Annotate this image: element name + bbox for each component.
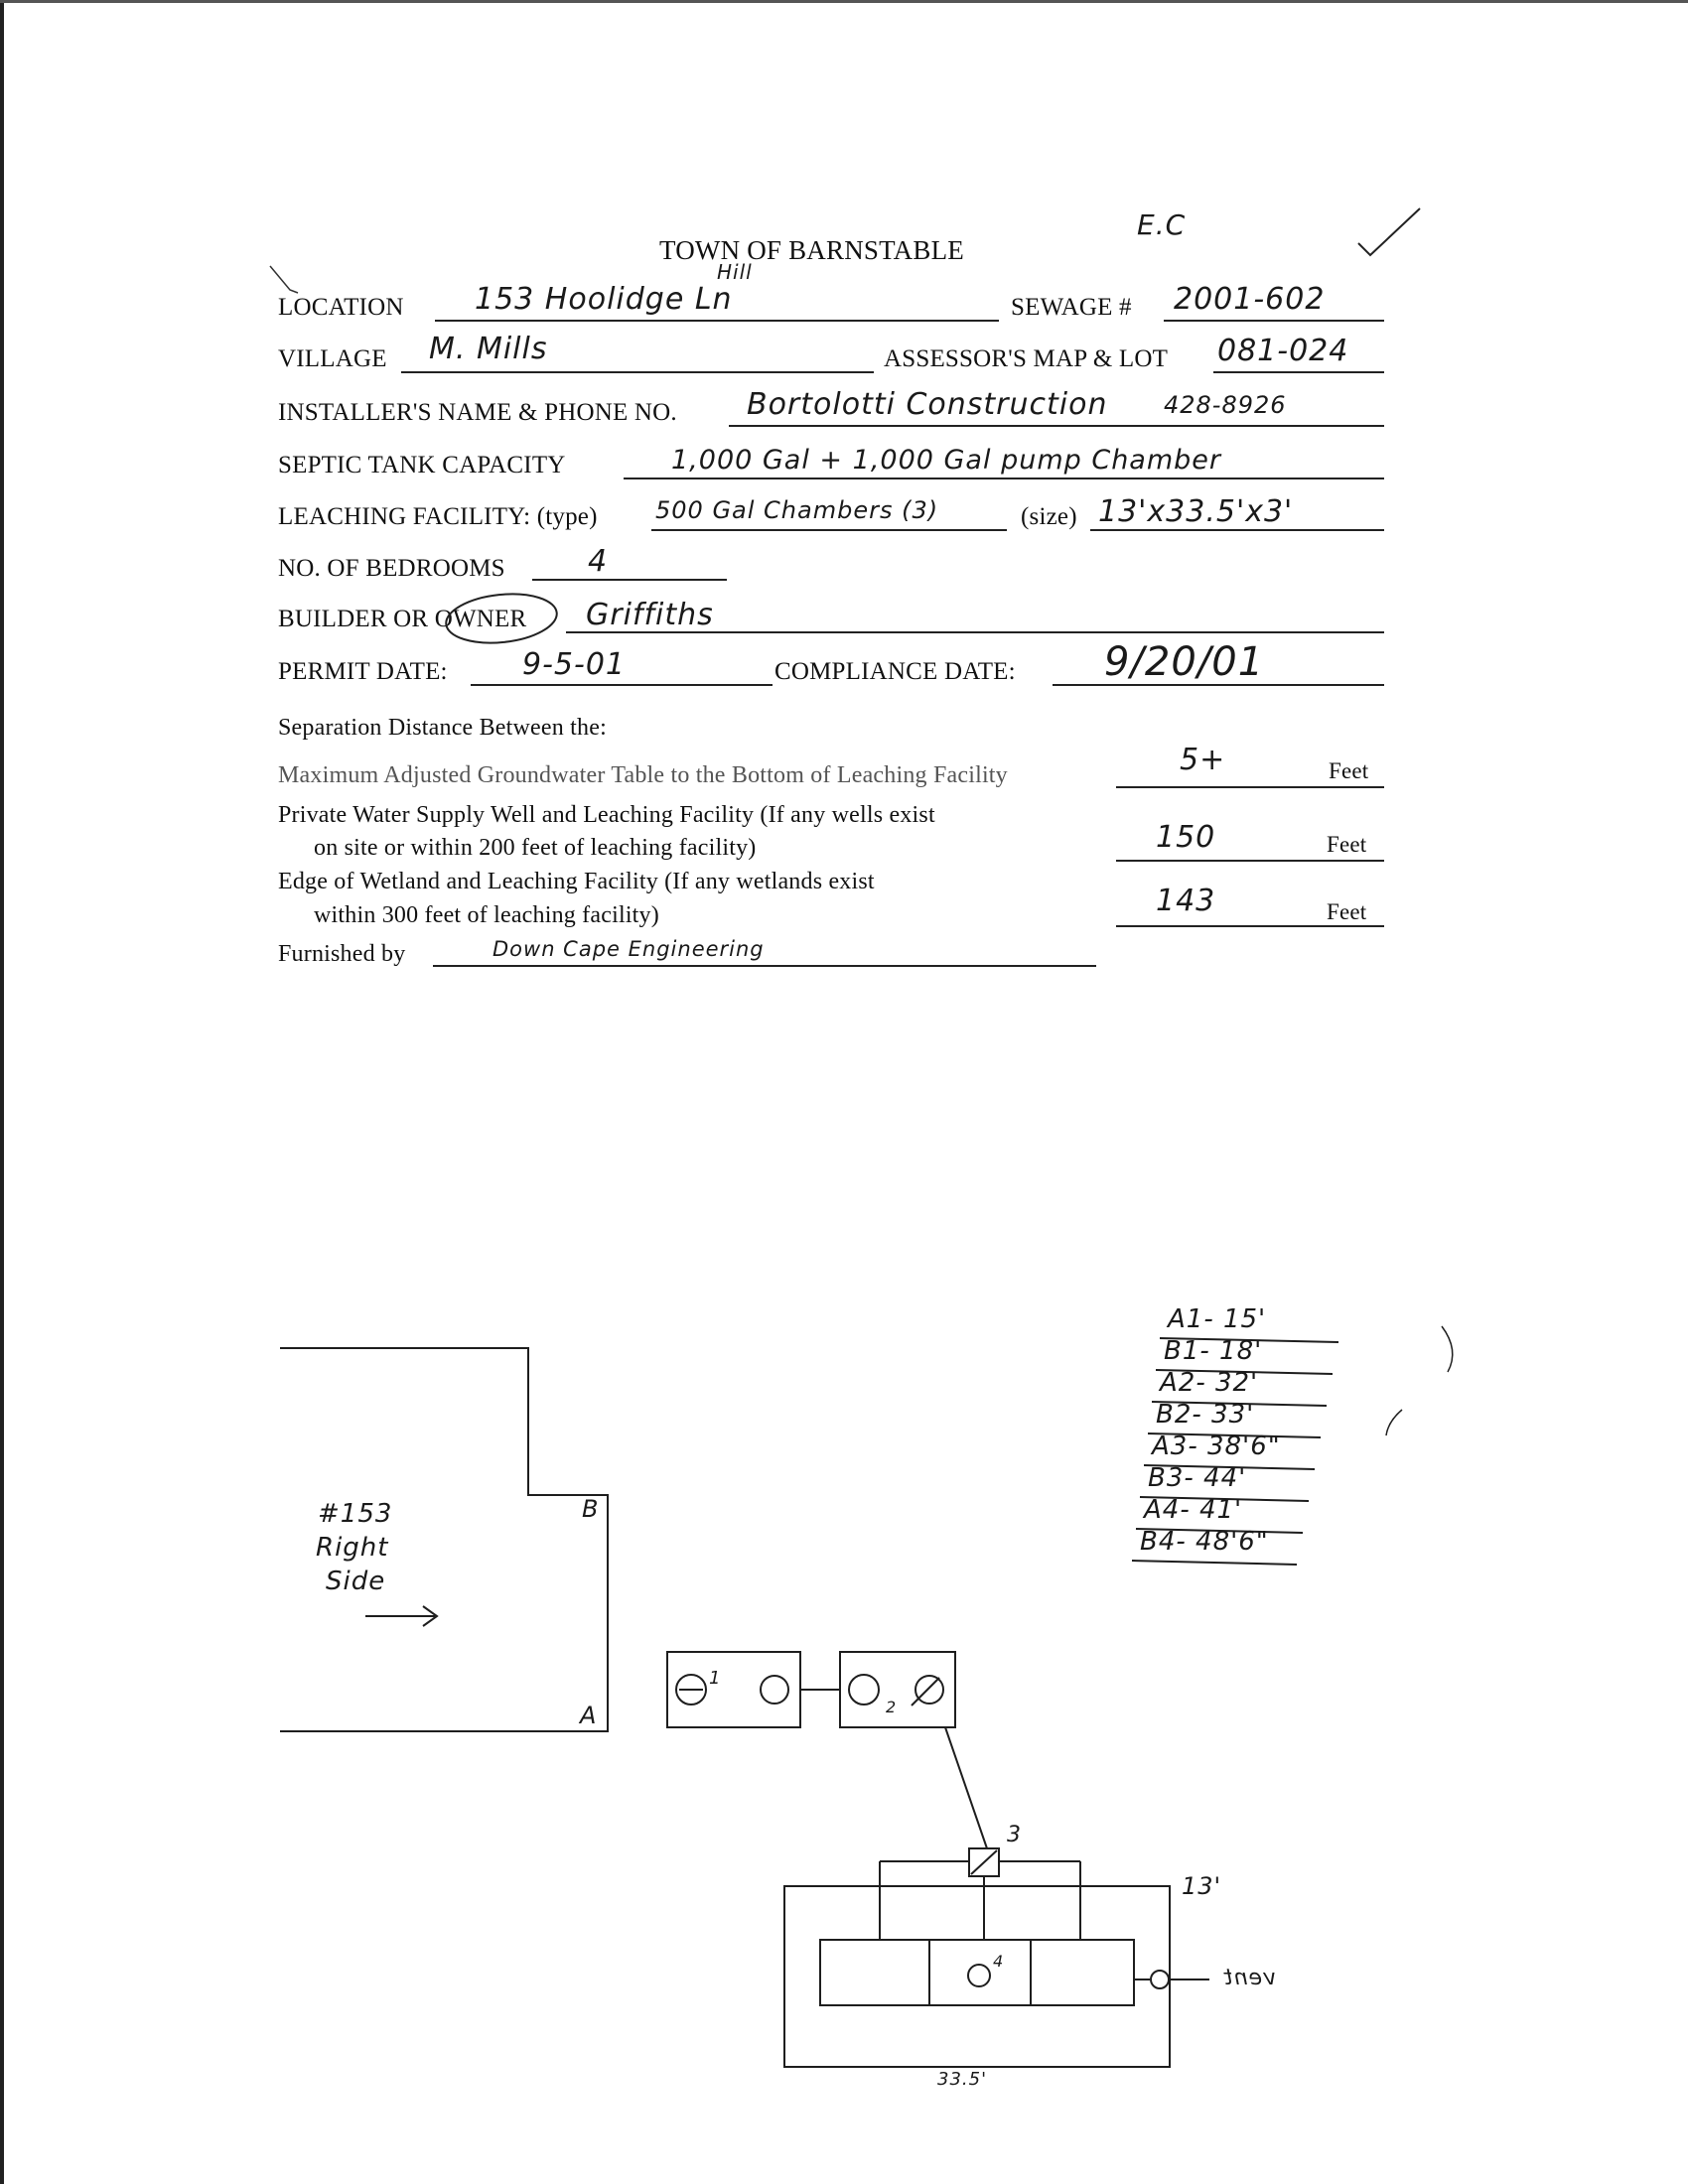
separation-row-2-underline — [1116, 860, 1384, 862]
assessor-value: 081-024 — [1217, 334, 1349, 368]
furnished-label: Furnished by — [278, 941, 406, 967]
measurement-b2: B2- 33' — [1156, 1400, 1255, 1430]
builder-value: Griffiths — [586, 598, 714, 632]
separation-row-3-text: Edge of Wetland and Leaching Facility (If any wetlands exist — [278, 869, 875, 894]
leaching-type-value: 500 Gal Chambers (3) — [655, 496, 939, 524]
leaching-width-label: 13' — [1182, 1872, 1222, 1900]
house-corner-b: B — [582, 1495, 600, 1523]
installer-value: Bortolotti Construction — [747, 387, 1108, 422]
house-label-side: Side — [326, 1567, 386, 1596]
size-value: 13'x33.5'x3' — [1098, 494, 1294, 529]
builder-label: BUILDER OR OWNER — [278, 606, 527, 632]
leaching-type-underline — [651, 529, 1007, 531]
location-insert: Hill — [717, 260, 753, 284]
location-underline — [435, 320, 999, 322]
leaching-length-label: 33.5' — [937, 2069, 988, 2090]
installer-phone: 428-8926 — [1164, 391, 1287, 419]
separation-row-3-value: 143 — [1156, 884, 1216, 918]
separation-heading: Separation Distance Between the: — [278, 715, 607, 741]
separation-row-2-value: 150 — [1156, 820, 1216, 855]
separation-row-1-value: 5+ — [1180, 743, 1226, 777]
septic-label: SEPTIC TANK CAPACITY — [278, 452, 566, 478]
furnished-value: Down Cape Engineering — [492, 937, 765, 961]
permit-date-underline — [471, 684, 773, 686]
bedrooms-label: NO. OF BEDROOMS — [278, 555, 505, 582]
installer-underline — [729, 425, 1384, 427]
separation-row-1-unit: Feet — [1329, 758, 1369, 783]
installer-label: INSTALLER'S NAME & PHONE NO. — [278, 399, 677, 426]
separation-row-1-underline — [1116, 786, 1384, 788]
location-value: 153 Hoolidge Ln — [475, 282, 733, 317]
separation-row-2-text-2: on site or within 200 feet of leaching facility) — [314, 835, 757, 861]
measurement-b3: B3- 44' — [1148, 1463, 1247, 1493]
vent-label: vent — [1223, 1966, 1277, 1990]
tank-2-mark: 2 — [886, 1698, 898, 1716]
separation-row-2-unit: Feet — [1327, 832, 1367, 857]
bedrooms-value: 4 — [588, 544, 609, 579]
measurement-a2: A2- 32' — [1160, 1368, 1259, 1398]
village-value: M. Mills — [429, 332, 548, 366]
leaching-type-label: LEACHING FACILITY: (type) — [278, 503, 598, 530]
septic-value: 1,000 Gal + 1,000 Gal pump Chamber — [671, 445, 1222, 476]
measurement-b1: B1- 18' — [1164, 1336, 1263, 1366]
separation-row-3-unit: Feet — [1327, 899, 1367, 924]
size-label: (size) — [1021, 503, 1077, 530]
house-corner-a: A — [580, 1702, 598, 1729]
measurement-a4: A4- 41' — [1144, 1495, 1243, 1525]
house-label-number: #153 — [318, 1499, 393, 1529]
bedrooms-underline — [532, 579, 727, 581]
house-label-right: Right — [316, 1533, 389, 1563]
septic-underline — [624, 478, 1384, 479]
form-title: TOWN OF BARNSTABLE — [659, 235, 964, 265]
sewage-value: 2001-602 — [1174, 282, 1326, 317]
separation-row-3-text-2: within 300 feet of leaching facility) — [314, 902, 659, 928]
assessor-underline — [1213, 371, 1384, 373]
permit-date-value: 9-5-01 — [522, 647, 626, 682]
separation-row-1-text: Maximum Adjusted Groundwater Table to the Bottom of Leaching Facility — [278, 762, 1008, 788]
dbox-mark: 3 — [1007, 1823, 1022, 1847]
size-underline — [1090, 529, 1384, 531]
village-label: VILLAGE — [278, 345, 387, 372]
measurement-a3: A3- 38'6" — [1152, 1432, 1281, 1461]
location-label: LOCATION — [278, 294, 404, 321]
furnished-underline — [433, 965, 1096, 967]
sewage-underline — [1164, 320, 1384, 322]
sewage-label: SEWAGE # — [1011, 294, 1132, 321]
assessor-label: ASSESSOR'S MAP & LOT — [884, 345, 1169, 372]
separation-row-2-text: Private Water Supply Well and Leaching Facility (If any wells exist — [278, 802, 935, 828]
tank-1-mark: 1 — [709, 1668, 722, 1689]
measurement-b4: B4- 48'6" — [1140, 1527, 1269, 1557]
village-underline — [401, 371, 874, 373]
permit-date-label: PERMIT DATE: — [278, 658, 448, 685]
compliance-date-value: 9/20/01 — [1104, 639, 1265, 685]
scan-edge — [0, 0, 1688, 3]
scan-edge — [0, 0, 4, 2184]
reviewer-initials: E.C — [1137, 208, 1187, 241]
measurement-a1: A1- 15' — [1168, 1304, 1267, 1334]
chamber-mark: 4 — [993, 1952, 1005, 1971]
separation-row-3-underline — [1116, 925, 1384, 927]
compliance-date-label: COMPLIANCE DATE: — [774, 658, 1016, 685]
